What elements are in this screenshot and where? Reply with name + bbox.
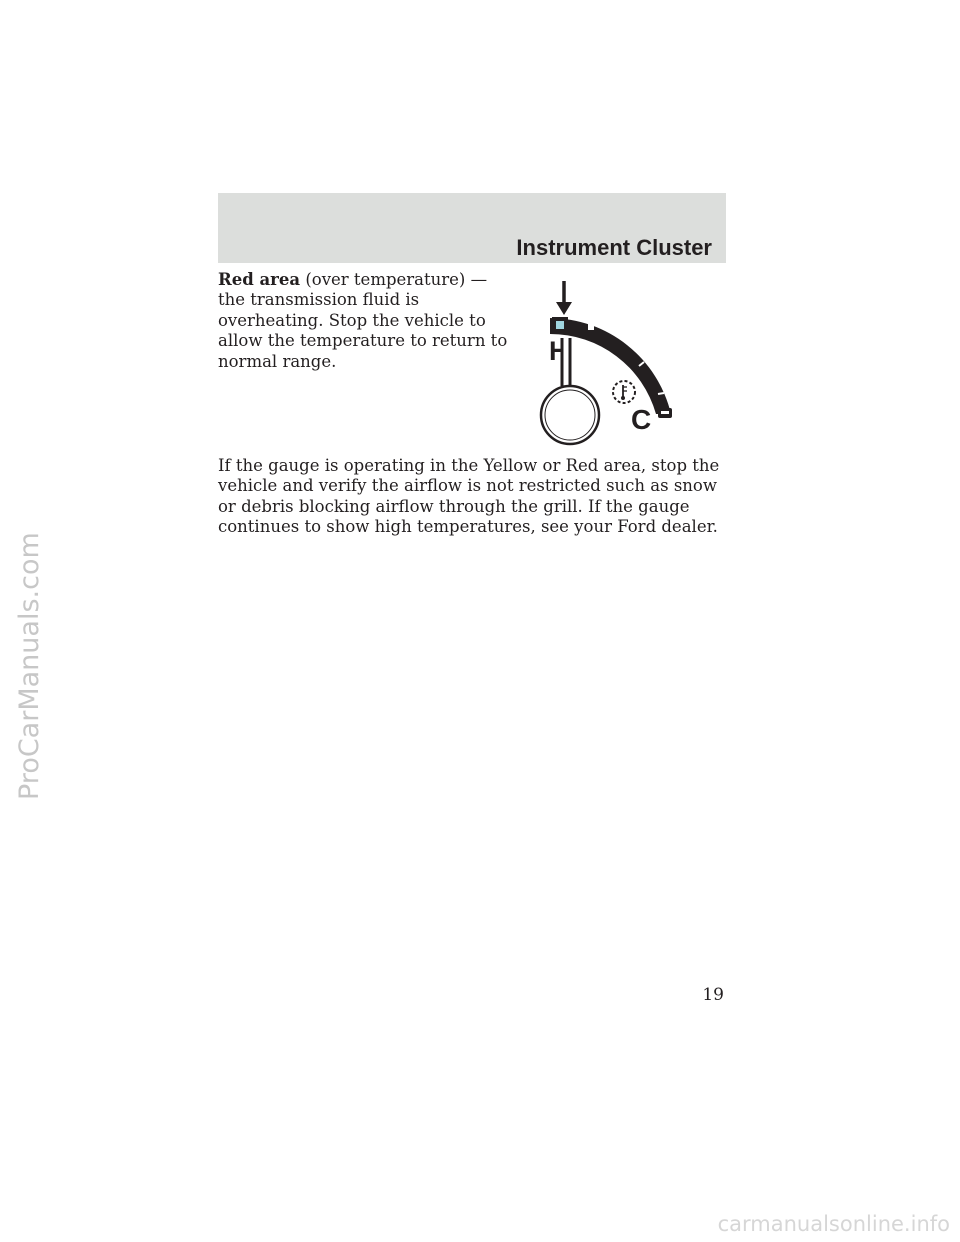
side-watermark-text: ProCarManuals.com bbox=[14, 532, 45, 800]
gauge-warning-paragraph: If the gauge is operating in the Yellow or Red area, stop the vehicle and verify the airflow is not restricted such as snow or debris blocking airflow through the grill. If the gauge continues to show high temperatures, see your Ford dealer. bbox=[218, 456, 720, 537]
transmission-temperature-gauge bbox=[530, 278, 680, 448]
gauge-hot-label: H bbox=[549, 336, 569, 366]
page-number: 19 bbox=[702, 985, 724, 1005]
section-header-band bbox=[218, 193, 726, 263]
gauge-cold-label: C bbox=[631, 404, 652, 435]
red-area-term: Red area bbox=[218, 270, 301, 289]
section-title: Instrument Cluster bbox=[516, 235, 712, 260]
transmission-temperature-icon bbox=[613, 381, 635, 403]
red-area-paragraph bbox=[218, 270, 518, 372]
footer-watermark: carmanualsonline.info bbox=[717, 1212, 950, 1236]
down-arrow-icon bbox=[556, 281, 572, 315]
red-area-description: (over temperature) — the transmission fluid is overheating. Stop the vehicle to allow the temperature to return to normal range. bbox=[218, 270, 508, 371]
